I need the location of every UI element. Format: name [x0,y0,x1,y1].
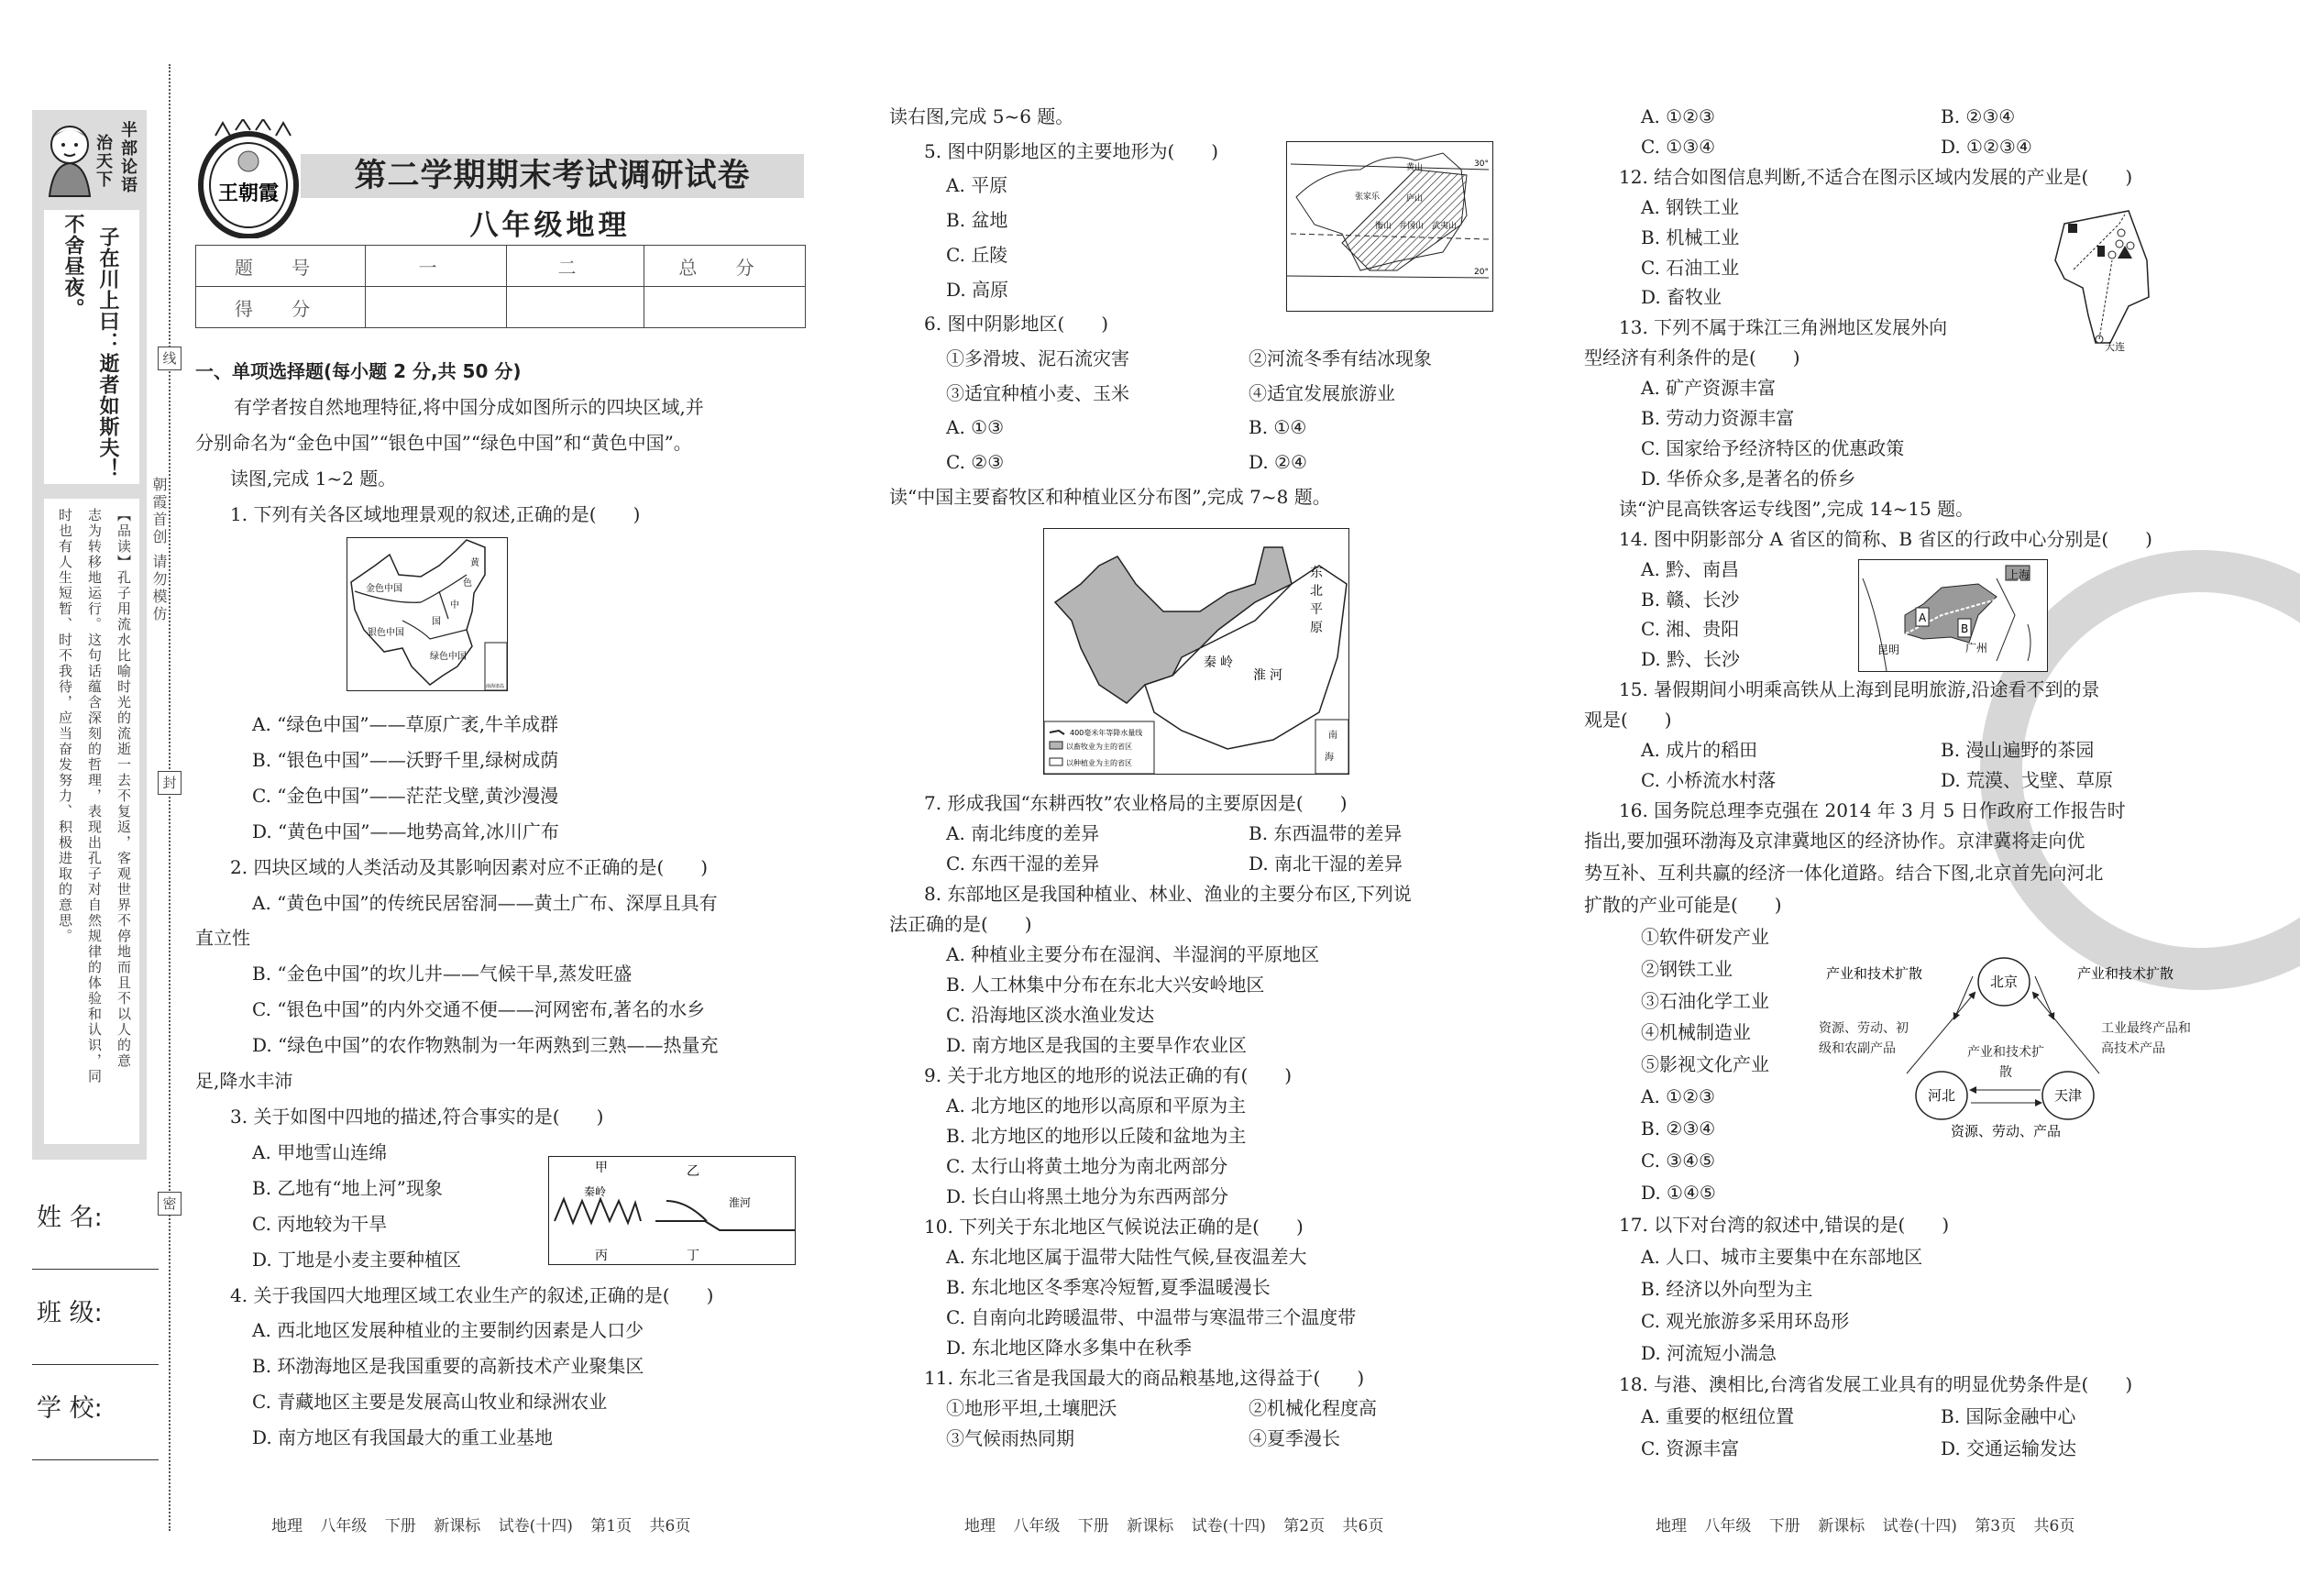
option-text: D. 长白山将黑土地分为东西两部分 [946,1185,1229,1207]
map-label: 30° [1474,160,1489,169]
option-text: ①软件研发产业 [1641,925,1769,948]
option-text: ②钢铁工业 [1641,957,1733,980]
option-text: B. 环渤海地区是我国重要的高新技术产业聚集区 [252,1355,644,1378]
option-right: D. ②④ [1249,451,1307,474]
question-text: 14. 图中阴影部分 A 省区的简称、B 省区的行政中心分别是( ) [1619,527,2152,550]
section-heading: 一、单项选择题(每小题 2 分,共 50 分) [195,360,522,382]
option-pair [889,849,1412,879]
option-left: ①多滑坡、泥石流灾害 [946,347,1129,369]
flow-label: 工业最终产品和高技术产品 [2101,1021,2191,1056]
motto-banwu-lunyu: 半部论语 [118,121,138,194]
map-label: 黄 [470,558,479,568]
option-text: D. “绿色中国”的农作物熟制为一年两熟到三熟——热量充 [252,1034,719,1057]
option-text: D. 南方地区有我国最大的重工业基地 [252,1426,554,1449]
text-line: 型经济有利条件的是( ) [1584,347,1800,369]
option-text: A. 矿产资源丰富 [1641,377,1777,400]
cell-label: 题 号 [196,246,366,287]
option-right: B. 东西温带的差异 [1249,822,1403,844]
map-label: 秦 [1204,655,1216,670]
map-label: 20° [1474,268,1489,277]
flow-label: 产业和技术扩散 [1826,965,1923,982]
option-text: B. 盆地 [946,209,1008,232]
option-text: A. 北方地区的地形以高原和平原为主 [946,1095,1247,1117]
pindu-panel [44,499,139,1144]
map-label: 大连 [2105,341,2125,352]
map-label: 黄山 [1406,163,1424,172]
map-label: 上海 [2008,568,2030,581]
map-label: B [1961,622,1969,635]
map-label: 平 [1310,602,1323,617]
steel-icon [2068,224,2077,233]
option-right: D. 南北干湿的差异 [1249,853,1403,875]
logo-text: 王朝霞 [217,182,280,205]
question-text: 读图,完成 1~2 题。 [230,467,397,490]
option-right: ④夏季漫长 [1249,1427,1340,1449]
option-pair [889,446,1331,480]
option-right: B. 国际金融中心 [1941,1405,2076,1428]
option-text: A. 钢铁工业 [1641,195,1740,218]
option-left: A. 成片的稻田 [1641,739,1758,762]
option-pair [1584,132,2152,162]
option-text: D. 河流短小湍急 [1641,1341,1777,1364]
exam-title: 第二学期期末考试调研试卷 [354,158,751,194]
option-text: D. 丁地是小麦主要种植区 [252,1248,462,1271]
question-text: 8. 东部地区是我国种植业、林业、渔业的主要分布区,下列说 [924,883,1412,905]
option-pair [1584,735,2152,765]
copyright-notice: 朝霞首创 请勿模仿 [150,477,168,624]
legend-label: 以畜牧业为主的省区 [1066,743,1132,751]
map-label: 海 [1325,753,1334,763]
score-section-2[interactable] [507,287,644,328]
option-text: D. 高原 [946,278,1009,301]
option-text: D. “黄色中国”——地势高耸,冰川广布 [252,820,559,842]
question-text: 5. 图中阴影地区的主要地形为( ) [924,139,1219,162]
option-left: C. 小桥流水村落 [1641,768,1777,791]
question-text: 7. 形成我国“东耕西牧”农业格局的主要原因是( ) [924,792,1348,814]
map-label: 东 [1310,566,1323,580]
option-text: B. 机械工业 [1641,226,1740,248]
legend-label: 400毫米年等降水量线 [1070,729,1143,737]
option-text: C. 丘陵 [946,243,1008,266]
question-text: 1. 下列有关各区域地理景观的叙述,正确的是( ) [230,502,641,525]
map-label: 绿色中国 [430,652,467,662]
option-text: B. 赣、长沙 [1641,588,1740,611]
quote-line-2: 不舍昼夜。 [61,214,84,319]
question-text: 读“沪昆高铁客运专线图”,完成 14~15 题。 [1619,497,1975,520]
option-text: A. 西北地区发展种植业的主要制约因素是人口少 [252,1319,644,1342]
question-text: 10. 下列关于东北地区气候说法正确的是( ) [924,1216,1304,1238]
map-label: 河 [1270,668,1282,683]
option-text: B. 北方地区的地形以丘陵和盆地为主 [946,1125,1247,1147]
place-label: 淮河 [729,1196,752,1209]
option-left: C. 东西干湿的差异 [946,853,1100,875]
option-text: C. ③④⑤ [1641,1150,1716,1172]
option-text: B. “金色中国”的坎儿井——气候干旱,蒸发旺盛 [252,963,633,985]
option-text: C. 沿海地区淡水渔业发达 [946,1004,1155,1026]
option-left: C. 资源丰富 [1641,1437,1740,1460]
col3-block-b [1584,825,2132,1465]
option-text: A. 黔、南昌 [1641,557,1740,580]
option-text: A. 甲地雪山连绵 [252,1140,388,1163]
exam-subtitle: 八年级地理 [469,209,631,242]
name-label: 姓 名: [37,1204,103,1232]
map-label: 原 [1310,621,1323,635]
map-label: 北 [1310,584,1323,599]
flow-label: 资源、劳动、初级和农副产品 [1819,1021,1909,1056]
option-text: ③石油化学工业 [1641,989,1769,1012]
option-left: ③气候雨热同期 [946,1427,1074,1449]
page-footer-2: 地理 八年级 下册 新课标 试卷(十四) 第2页 共6页 [964,1517,1384,1535]
question-text: 16. 国务院总理李克强在 2014 年 3 月 5 日作政府工作报告时 [1619,798,2126,821]
option-pair [889,342,1432,377]
option-text: ⑤影视文化产业 [1641,1053,1769,1076]
text-line: 足,降水丰沛 [195,1070,293,1093]
map-label: 色 [463,578,472,589]
score-table [195,245,806,328]
question-text: 13. 下列不属于珠江三角洲地区发展外向 [1619,316,1948,339]
text-line: 扩散的产业可能是( ) [1584,893,1782,916]
question-text: 17. 以下对台湾的叙述中,错误的是( ) [1619,1213,1950,1236]
text-line: 有学者按自然地理特征,将中国分成如图所示的四块区域,并 [234,395,704,418]
place-label: 乙 [687,1164,699,1179]
option-right: D. 交通运输发达 [1941,1437,2077,1460]
option-pair [1584,1401,2132,1433]
option-text: C. 观光旅游多采用环岛形 [1641,1309,1850,1332]
option-pair [889,819,1412,849]
pindu-line-1: 【品读】孔子用流水比喻时光的流逝一去不复返，客观世界不停地而且不以人的意 [116,508,132,1069]
map-label: 庐山 [1406,194,1424,204]
binding-line [169,64,171,1531]
question-text: 15. 暑假期间小明乘高铁从上海到昆明旅游,沿途看不到的景 [1619,678,2100,701]
option-left: A. 南北纬度的差异 [946,822,1100,844]
map-label: 广州 [1965,642,1988,655]
option-text: A. 人口、城市主要集中在东部地区 [1641,1245,1923,1268]
question-text: 12. 结合如图信息判断,不适合在图示区域内发展的产业是( ) [1619,165,2133,188]
question-text: 4. 关于我国四大地理区域工农业生产的叙述,正确的是( ) [230,1283,714,1306]
livestock-farming-map [1043,528,1349,775]
cell-score-label: 得 分 [196,287,366,328]
score-section-1[interactable] [366,287,507,328]
text-line: 指出,要加强环渤海及京津冀地区的经济协作。京津冀将走向优 [1584,830,2085,852]
option-pair [889,377,1395,412]
question-text: 11. 东北三省是我国最大的商品粮基地,这得益于( ) [924,1367,1365,1389]
cell-section-1: 一 [366,246,507,287]
option-text: C. 国家给予经济特区的优惠政策 [1641,436,1905,459]
option-left: C. ①③④ [1641,135,1716,158]
option-right: B. 漫山遍野的茶园 [1941,739,2095,762]
option-text: A. “绿色中国”——草原广袤,牛羊成群 [252,713,558,735]
shaded-region-map [1286,141,1493,312]
map-label: 井冈山 [1399,222,1425,231]
place-label: 丙 [595,1249,608,1263]
text-line: 直立性 [195,927,250,950]
col1-block-b [195,707,719,1456]
text-line: 势互补、互利共赢的经济一体化道路。结合下图,北京首先向河北 [1584,861,2104,884]
map-label: 昆明 [1877,644,1900,656]
option-text: ④机械制造业 [1641,1021,1751,1044]
node-tianjin: 天津 [2053,1087,2083,1104]
option-text: B. 东北地区冬季寒冷短暂,夏季温暖漫长 [946,1276,1271,1298]
flow-label: 产业和技术扩散 [1967,1045,2044,1080]
option-text: B. 人工林集中分布在东北大兴安岭地区 [946,974,1265,996]
place-label: 秦岭 [584,1185,607,1198]
machinery-icon [2097,246,2105,257]
option-text: A. 东北地区属于温带大陆性气候,昼夜温差大 [946,1246,1307,1268]
pindu-line-3: 时也有人生短暂、时不我待，应当奋发努力、积极进取的意思。 [57,508,73,944]
text-line: 观是( ) [1584,709,1672,732]
question-text: 3. 关于如图中四地的描述,符合事实的是( ) [230,1105,604,1128]
option-pair [889,411,1331,446]
motto-zhi-tianxia: 治天下 [94,134,113,189]
option-text: D. 东北地区降水多集中在秋季 [946,1337,1193,1359]
page-footer-1: 地理 八年级 下册 新课标 试卷(十四) 第1页 共6页 [271,1517,691,1535]
map-label: 岭 [1220,655,1233,670]
text-line: 分别命名为“金色中国”“银色中国”“绿色中国”和“黄色中国”。 [195,431,692,454]
map-label: A [1919,611,1927,624]
option-left: ①地形平坦,土壤肥沃 [946,1397,1117,1419]
option-text: D. 南方地区是我国的主要旱作农业区 [946,1034,1248,1056]
option-left: C. ②③ [946,451,1005,474]
option-text: C. 石油工业 [1641,256,1740,279]
map-label: 金色中国 [366,584,402,594]
option-left: A. ①②③ [1641,105,1715,127]
node-beijing: 北京 [1989,974,2019,990]
score-table-header-row [196,246,806,287]
map-label: 武夷山 [1432,222,1458,231]
option-text: C. “银色中国”的内外交通不便——河网密布,著名的水乡 [252,998,706,1021]
option-text: B. 劳动力资源丰富 [1641,407,1795,430]
map-label: 银色中国 [368,628,404,638]
quote-panel [44,210,139,484]
option-right: B. ①④ [1249,416,1307,439]
map-label: 中 [450,600,459,611]
option-right: ②河流冬季有结冰现象 [1249,347,1432,369]
option-text: C. 自南向北跨暖温带、中温带与寒温带三个温度带 [946,1306,1357,1328]
question-text: 6. 图中阴影地区( ) [924,313,1109,336]
question-text: 18. 与港、澳相比,台湾省发展工业具有的明显优势条件是( ) [1619,1373,2133,1396]
class-label: 班 级: [37,1299,103,1327]
option-left: A. 重要的枢纽位置 [1641,1405,1795,1428]
option-text: B. 乙地有“地上河”现象 [252,1176,443,1199]
class-field[interactable] [32,1364,159,1365]
option-right: ②机械化程度高 [1249,1397,1377,1419]
score-total[interactable] [644,287,806,328]
option-text: B. “银色中国”——沃野千里,绿树成荫 [252,748,559,771]
map-label: 淮 [1253,668,1266,683]
option-pair [1584,1433,2132,1465]
option-text: C. 湘、贵阳 [1641,618,1740,641]
place-label: 甲 [595,1161,608,1175]
option-text: C. 丙地较为干旱 [252,1212,388,1235]
option-right: ④适宜发展旅游业 [1249,381,1395,404]
option-left: ③适宜种植小麦、玉米 [946,381,1129,404]
option-pair [889,1424,1412,1454]
option-text: A. “黄色中国”的传统民居窑洞——黄土广布、深厚且具有 [252,891,718,914]
text-line: 读右图,完成 5~6 题。 [889,105,1074,127]
option-text: C. 太行山将黄土地分为南北两部分 [946,1155,1228,1177]
wangzhaoxia-logo [195,119,303,238]
map-label: 国 [432,617,441,627]
option-pair [889,1393,1412,1424]
option-right: D. 荒漠、戈壁、草原 [1941,768,2114,791]
text-line: 法正确的是( ) [889,913,1032,935]
flow-label: 资源、劳动、产品 [1950,1123,2062,1139]
binding-mark-feng: 封 [158,771,182,795]
flow-label: 产业和技术扩散 [2077,965,2174,982]
text-line: 读“中国主要畜牧区和种植业区分布图”,完成 7~8 题。 [889,485,1331,508]
cell-total: 总 分 [644,246,806,287]
option-text: A. 种植业主要分布在湿润、半湿润的平原地区 [946,943,1320,965]
option-text: B. 经济以外向型为主 [1641,1277,1813,1300]
map-label: 衡山 [1375,222,1392,231]
option-text: D. 黔、长沙 [1641,648,1741,671]
score-table-score-row [196,287,806,328]
option-left: A. ①③ [946,416,1005,439]
inset-label: 南海诸岛 [486,684,505,689]
option-text: A. 平原 [946,174,1008,197]
option-text: C. “金色中国”——茫茫戈壁,黄沙漫漫 [252,784,559,807]
page-footer-3: 地理 八年级 下册 新课标 试卷(十四) 第3页 共6页 [1656,1517,2075,1535]
place-label: 丁 [687,1249,699,1263]
option-right: B. ②③④ [1941,105,2016,127]
binding-mark-mi: 密 [158,1192,182,1216]
col2-block-b [889,788,1412,1454]
china-four-regions-map [347,537,508,691]
pindu-line-2: 志为转移地运行。这句话蕴含深刻的哲理，表现出孔子对自然规律的体验和认识，同 [86,508,103,1084]
name-field[interactable] [32,1269,159,1270]
jingjinji-diagram [1819,956,2193,1141]
map-label: 张家乐 [1355,193,1381,202]
school-label: 学 校: [37,1394,103,1423]
option-text: B. ②③④ [1641,1117,1716,1140]
map-label: 南 [1328,731,1337,741]
node-hebei: 河北 [1927,1087,1956,1104]
question-text: 9. 关于北方地区的地形的说法正确的有( ) [924,1064,1293,1086]
question-text: 2. 四块区域的人类活动及其影响因素对应不正确的是( ) [230,855,709,878]
liaoning-industry-map [2046,205,2156,352]
legend-label: 以种植业为主的省区 [1066,759,1132,767]
qinling-huaihe-diagram [548,1156,796,1265]
school-field[interactable] [32,1459,159,1460]
option-text: D. 华侨众多,是著名的侨乡 [1641,467,1856,490]
option-text: D. 畜牧业 [1641,286,1722,309]
col1-block-a [195,354,704,533]
option-text: D. ①④⑤ [1641,1181,1716,1204]
option-pair [1584,102,2152,132]
option-right: D. ①②③④ [1941,135,2032,158]
option-text: C. 青藏地区主要是发展高山牧业和绿洲农业 [252,1391,608,1414]
hukun-railway-map [1858,559,2048,672]
binding-mark-xian: 线 [158,347,182,370]
quote-line-1: 子在川上曰：逝者如斯夫！ [96,226,119,479]
option-pair [1584,765,2152,796]
cell-section-2: 二 [507,246,644,287]
option-text: A. ①②③ [1641,1085,1715,1108]
